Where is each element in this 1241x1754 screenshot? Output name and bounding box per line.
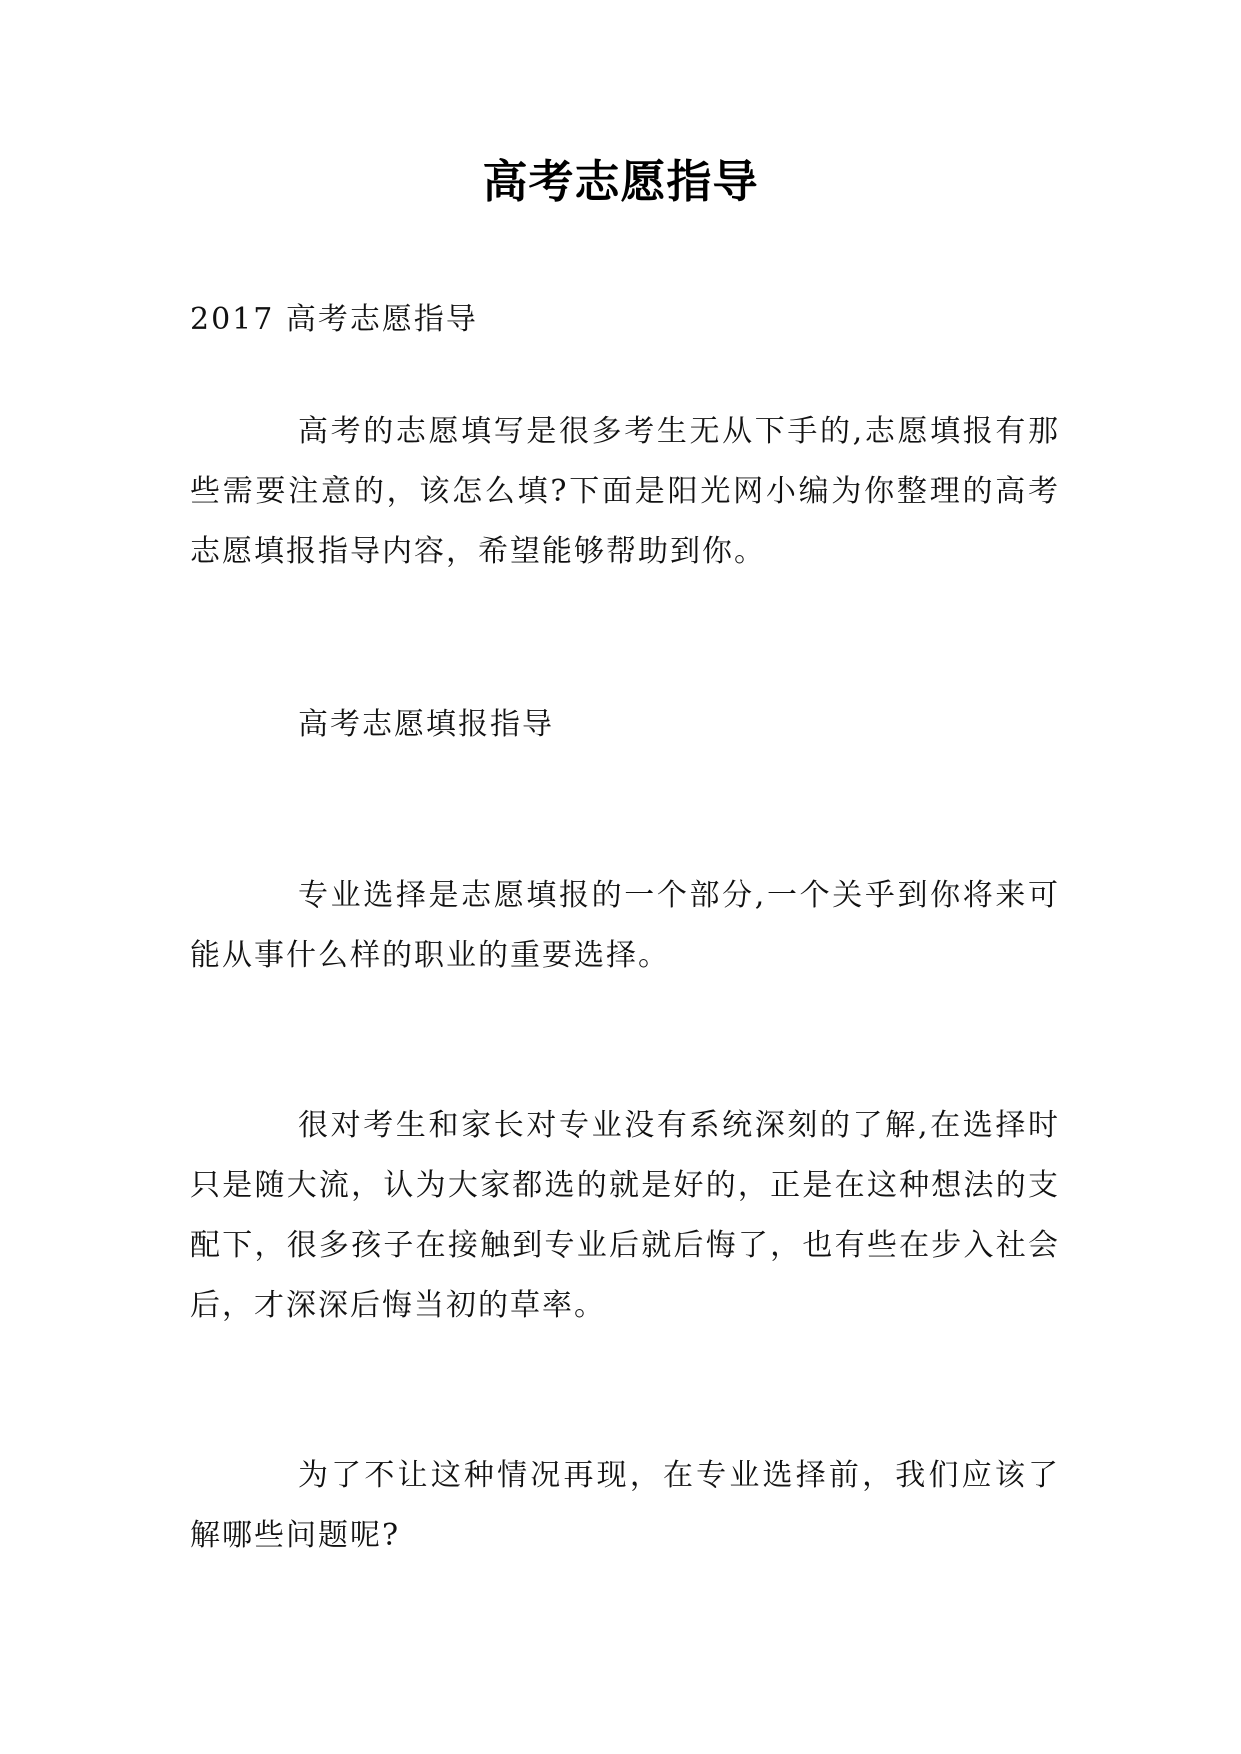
question-paragraph: 为了不让这种情况再现，在专业选择前，我们应该了解哪些问题呢? [190,1458,1060,1553]
intro-paragraph: 高考的志愿填写是很多考生无从下手的,志愿填报有那些需要注意的，该怎么填?下面是阳光网小编为你整理的高考志愿填报指导内容，希望能够帮助到你。 [190,414,1060,569]
parents-paragraph: 很对考生和家长对专业没有系统深刻的了解,在选择时只是随大流，认为大家都选的就是好的，正是在这种想法的支配下，很多孩子在接触到专业后就后悔了，也有些在步入社会后，才深深后悔当初的草率。 [190,1108,1060,1323]
document-subtitle: 2017 高考志愿指导 [190,302,478,337]
section-heading: 高考志愿填报指导 [298,707,554,742]
major-selection-paragraph: 专业选择是志愿填报的一个部分,一个关乎到你将来可能从事什么样的职业的重要选择。 [190,878,1060,973]
document-title: 高考志愿指导 [482,155,759,208]
